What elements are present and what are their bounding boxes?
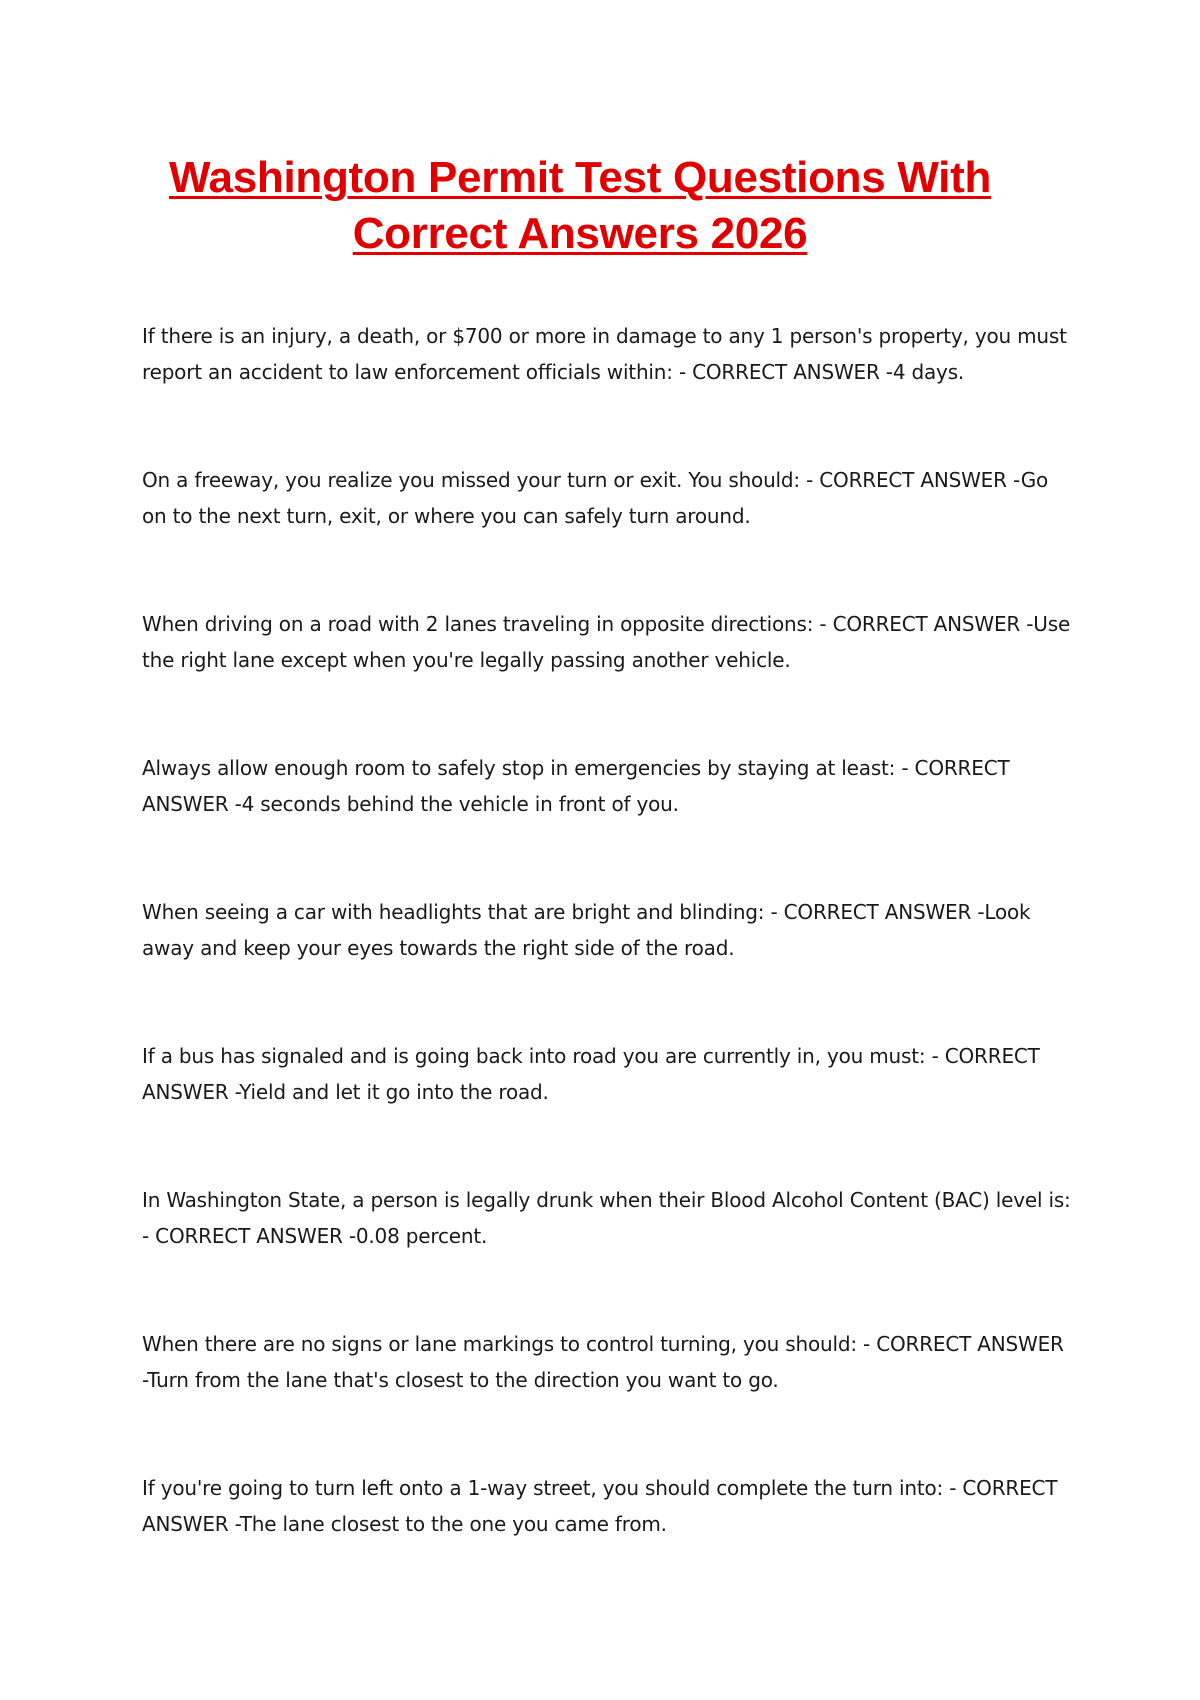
question-answer-list: [142, 318, 1072, 1614]
qa-item-9: If you're going to turn left onto a 1-way street, you should complete the turn into: - CORRECT ANSWER -The lane closest to the one you came from.: [142, 1476, 1058, 1536]
document-title: [120, 150, 1040, 262]
title-line-2: Correct Answers 2026: [352, 209, 808, 258]
title-line-1: Washington Permit Test Questions With: [168, 153, 992, 202]
qa-item-3: When driving on a road with 2 lanes traveling in opposite directions: - CORRECT ANSWER -Use the right lane except when you're legally passing another vehicle.: [142, 612, 1071, 672]
qa-item-8: When there are no signs or lane markings to control turning, you should: - CORRECT ANSWER -Turn from the lane that's closest to the direction you want to go.: [142, 1332, 1064, 1392]
qa-item-7: In Washington State, a person is legally drunk when their Blood Alcohol Content (BAC) level is: - CORRECT ANSWER -0.08 percent.: [142, 1188, 1071, 1248]
qa-item-4: Always allow enough room to safely stop in emergencies by staying at least: - CORRECT ANSWER -4 seconds behind the vehicle in front of you.: [142, 756, 1010, 816]
qa-item-5: When seeing a car with headlights that are bright and blinding: - CORRECT ANSWER -Look away and keep your eyes towards the right side of the road.: [142, 900, 1031, 960]
qa-item-2: On a freeway, you realize you missed your turn or exit. You should: - CORRECT ANSWER -Go on to the next turn, exit, or where you can safely turn around.: [142, 468, 1049, 528]
qa-item-6: If a bus has signaled and is going back into road you are currently in, you must: - CORRECT ANSWER -Yield and let it go into the road.: [142, 1044, 1040, 1104]
qa-item-1: If there is an injury, a death, or $700 or more in damage to any 1 person's property, you must report an accident to law enforcement officials within: - CORRECT ANSWER -4 days.: [142, 324, 1067, 384]
